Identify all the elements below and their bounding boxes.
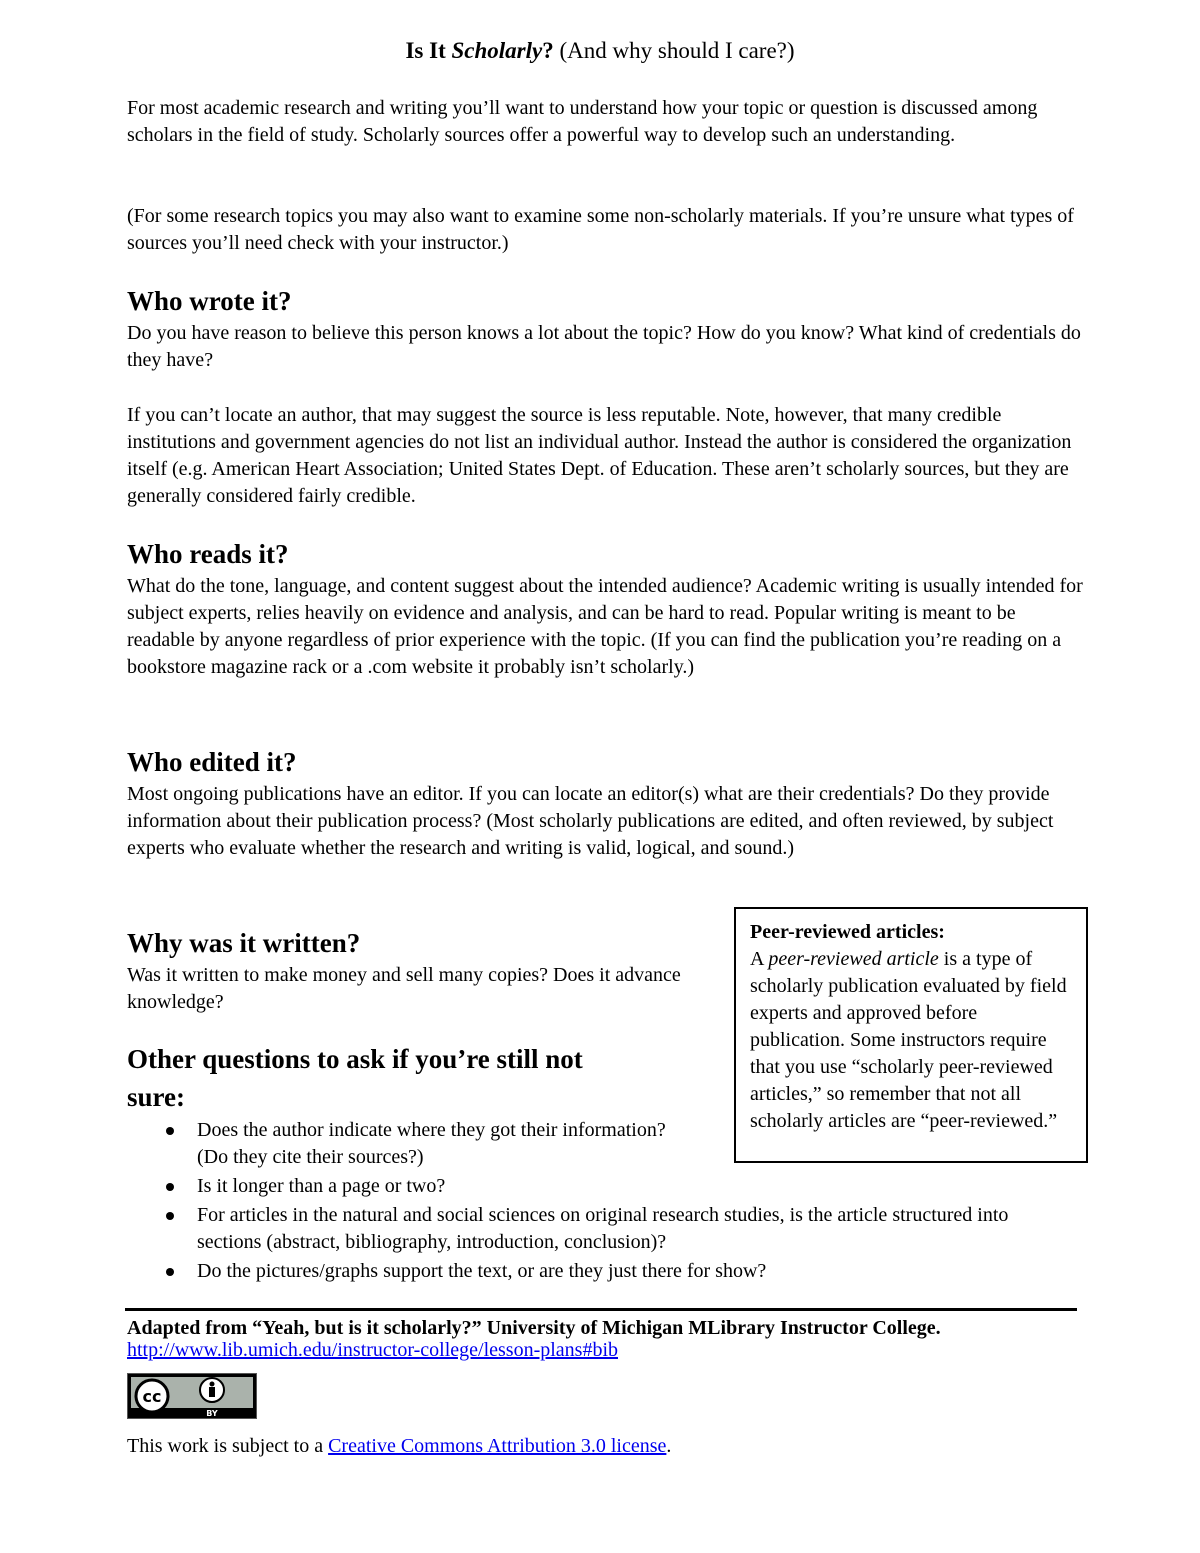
sidebox-body [750,946,1072,1135]
footer-divider [125,1308,1077,1311]
list-item [127,1117,677,1171]
title-part: Is It [405,38,452,63]
who-wrote-paragraph-1: Do you have reason to believe this person knows a lot about the topic? How do you know? What kind of credentials do they have? [127,322,1081,371]
license-prefix: This work is subject to a [127,1435,329,1457]
license-suffix: . [666,1435,672,1457]
bullet-icon [166,1127,174,1135]
title-italic: Scholarly [451,38,543,63]
license-line [127,1435,671,1458]
who-reads-paragraph: What do the tone, language, and content suggest about the intended audience? Academic writing is usually intended for subject experts, relies heavily on evidence and analysis, and can be hard to read. Popular writing is meant to be readable by anyone regardless of prior experience with the topic. (If you can find the publication you’re reading on a bookstore magazine rack or a .com website it probably isn’t scholarly.) [127,575,1083,678]
heading-why-written: Why was it written? [127,928,361,958]
list-item-text: Does the author indicate where they got their information? (Do they cite their sources?) [197,1119,666,1168]
list-item [127,1258,1087,1285]
list-item-text: For articles in the natural and social sciences on original research studies, is the article structured into sections (abstract, bibliography, introduction, conclusion)? [197,1204,1009,1253]
sidebox-italic: peer-reviewed article [768,948,939,970]
list-item-text: Do the pictures/graphs support the text, or are they just there for show? [197,1260,767,1282]
title-rest: (And why should I care?) [553,38,795,63]
intro-paragraph-1: For most academic research and writing you’ll want to understand how your topic or question is discussed among scholars in the field of study. Scholarly sources offer a powerful way to develop such an understanding. [127,97,1038,146]
intro-paragraph-2: (For some research topics you may also want to examine some non-scholarly materials. If you’re unsure what types of sources you’ll need check with your instructor.) [127,205,1074,254]
attribution-text: Adapted from “Yeah, but is it scholarly?” University of Michigan MLibrary Instructor College. [127,1317,941,1339]
bullet-icon [166,1212,174,1220]
sidebox-lead: A [750,948,769,970]
svg-text:cc: cc [142,1387,162,1406]
sidebox-title: Peer-reviewed articles: [750,921,945,943]
list-item [127,1173,1087,1200]
source-link[interactable]: http://www.lib.umich.edu/instructor-college/lesson-plans#bib [127,1339,618,1361]
creative-commons-badge [127,1373,257,1419]
bullet-icon [166,1183,174,1191]
license-link[interactable]: Creative Commons Attribution 3.0 license [328,1435,667,1457]
why-written-paragraph: Was it written to make money and sell many copies? Does it advance knowledge? [127,964,681,1013]
title-part: ? [542,38,554,63]
list-item [127,1202,1077,1256]
svg-text:BY: BY [206,1409,218,1418]
list-item-text: Is it longer than a page or two? [197,1175,446,1197]
heading-other-questions: Other questions to ask if you’re still not [127,1044,583,1074]
bullet-icon [166,1268,174,1276]
who-wrote-paragraph-2: If you can’t locate an author, that may suggest the source is less reputable. Note, however, that many credible institutions and government agencies do not list an individual author. Instead the author is considered the organization itself (e.g. American Heart Association; United States Dept. of Education. These aren’t scholarly sources, but they are generally considered fairly credible. [127,404,1072,507]
heading-who-edited: Who edited it? [127,747,297,777]
who-edited-paragraph: Most ongoing publications have an editor. If you can locate an editor(s) what are their credentials? Do they provide information about their publication process? (Most scholarly publications are edited, and often reviewed, by subject experts who evaluate whether the research and writing is valid, logical, and sound.) [127,783,1054,859]
sidebox-text: is a type of scholarly publication evaluated by field experts and approved before publication. Some instructors require that you use “scholarly peer-reviewed articles,” so remember that not all scholarly articles are “peer-reviewed.” [750,948,1067,1132]
cc-by-icon [128,1374,256,1418]
heading-who-reads: Who reads it? [127,539,289,569]
question-list [127,1117,1087,1287]
heading-other-questions-cont: sure: [127,1082,185,1112]
heading-who-wrote: Who wrote it? [127,286,292,316]
page-title [0,38,1200,64]
